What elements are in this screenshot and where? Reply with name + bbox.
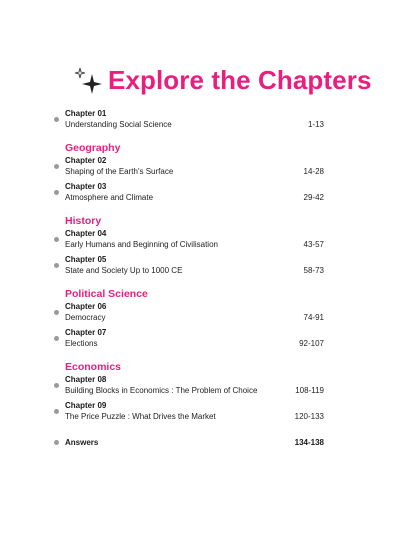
chapter-title: Atmosphere and Climate (65, 193, 154, 202)
chapter-title: Building Blocks in Economics : The Problem of Choice (65, 386, 258, 395)
page-range: 74-91 (303, 313, 324, 322)
chapter-entry[interactable] (54, 302, 324, 323)
bullet-icon (54, 263, 59, 268)
bullet-icon (54, 190, 59, 195)
chapter-title: The Price Puzzle : What Drives the Market (65, 412, 216, 421)
chapter-entry[interactable] (54, 375, 324, 396)
chapter-label: Chapter 02 (65, 156, 107, 165)
bullet-icon (54, 164, 59, 169)
chapter-label: Chapter 07 (65, 328, 107, 337)
table-of-contents (54, 109, 324, 448)
bullet-icon (54, 440, 59, 445)
page-range: 14-28 (303, 167, 324, 176)
answers-entry[interactable] (54, 437, 324, 448)
chapter-title: Understanding Social Science (65, 120, 172, 129)
chapter-label: Chapter 04 (65, 229, 107, 238)
bullet-icon (54, 409, 59, 414)
page-title: Explore the Chapters (108, 64, 372, 95)
chapter-label: Chapter 08 (65, 375, 107, 384)
section-heading-economics: Economics (65, 361, 122, 373)
chapter-title: Shaping of the Earth's Surface (65, 167, 174, 176)
chapter-entry[interactable] (54, 255, 324, 276)
chapter-label: Chapter 06 (65, 302, 107, 311)
page-range: 58-73 (303, 266, 324, 275)
bullet-icon (54, 117, 59, 122)
sparkle-icon (73, 64, 103, 96)
bullet-icon (54, 237, 59, 242)
page-range: 108-119 (295, 386, 324, 395)
page-header (73, 64, 372, 96)
page-range: 29-42 (303, 193, 324, 202)
section-heading-geography: Geography (65, 142, 121, 154)
chapter-title: Early Humans and Beginning of Civilisation (65, 240, 218, 249)
section-heading-history: History (65, 215, 102, 227)
chapter-title: Elections (65, 339, 98, 348)
chapter-title: State and Society Up to 1000 CE (65, 266, 183, 275)
chapter-entry[interactable] (54, 182, 324, 203)
chapter-label: Chapter 03 (65, 182, 107, 191)
chapter-entry[interactable] (54, 401, 324, 422)
page-range: 120-133 (294, 412, 324, 421)
chapter-label: Chapter 05 (65, 255, 107, 264)
bullet-icon (54, 383, 59, 388)
bullet-icon (54, 310, 59, 315)
chapter-label: Chapter 09 (65, 401, 107, 410)
chapter-entry[interactable] (54, 328, 324, 349)
page-range: 92-107 (299, 339, 324, 348)
chapter-title: Democracy (65, 313, 106, 322)
answers-label: Answers (65, 438, 99, 447)
chapter-entry[interactable] (54, 109, 324, 130)
page-range: 43-57 (303, 240, 324, 249)
chapter-entry[interactable] (54, 156, 324, 177)
chapter-label: Chapter 01 (65, 109, 107, 118)
answers-page-range: 134-138 (294, 438, 324, 447)
section-heading-political-science: Political Science (65, 288, 148, 300)
bullet-icon (54, 336, 59, 341)
page-range: 1-13 (307, 120, 324, 129)
chapter-entry[interactable] (54, 229, 324, 250)
